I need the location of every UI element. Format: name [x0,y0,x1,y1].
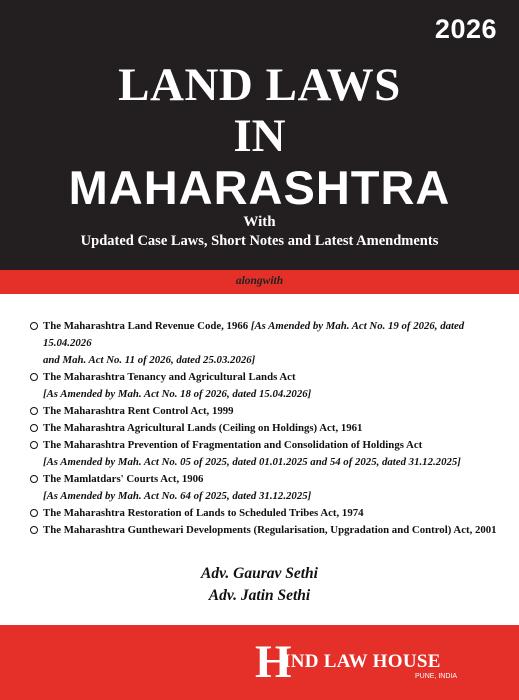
act-amendment-note: [As Amended by Mah. Act No. 18 of 2026, dated 15.04.2026] [43,388,312,400]
act-item [30,369,500,403]
authors [0,563,519,607]
act-item [30,522,500,539]
act-title: The Maharashtra Prevention of Fragmentation and Consolidation of Holdings Act [43,439,423,451]
title-line-2: IN [233,110,286,162]
act-item [30,437,500,471]
publisher-logo [255,636,505,688]
title-line-3: MAHARASHTRA [68,161,451,214]
circle-bullet-icon [30,424,38,432]
act-title: The Maharashtra Tenancy and Agricultural Lands Act [43,371,296,383]
act-title: The Maharashtra Restoration of Lands to Scheduled Tribes Act, 1974 [43,507,364,519]
publisher-name: IND LAW HOUSE [283,651,441,672]
act-amendment-note: [As Amended by Mah. Act No. 19 of 2026, dated 15.04.2026 [43,320,465,349]
edition-year: 2026 [434,14,497,44]
circle-bullet-icon [30,441,38,449]
act-title: The Maharashtra Agricultural Lands (Ceiling on Holdings) Act, 1961 [43,422,363,434]
circle-bullet-icon [30,509,38,517]
title-line-1: LAND LAWS [118,59,401,111]
circle-bullet-icon [30,407,38,415]
act-item [30,471,500,505]
top-black-band [0,0,519,270]
author-name: Adv. Jatin Sethi [208,587,311,604]
alongwith-label: alongwith [235,275,284,287]
acts-list [30,318,500,539]
act-amendment-note: and Mah. Act No. 11 of 2026, dated 25.03.2026] [43,354,256,366]
publisher-place: PUNE, INDIA [415,673,458,680]
act-item [30,420,500,437]
circle-bullet-icon [30,526,38,534]
act-item [30,505,500,522]
circle-bullet-icon [30,475,38,483]
act-title: The Maharashtra Gunthewari Developments (Regularisation, Upgradation and Control) Act, 2001 [43,524,497,536]
act-item [30,318,500,369]
subtitle: Updated Case Laws, Short Notes and Latest Amendments [80,233,439,249]
author-name: Adv. Gaurav Sethi [201,565,318,582]
circle-bullet-icon [30,322,38,330]
circle-bullet-icon [30,373,38,381]
act-title: The Maharashtra Rent Control Act, 1999 [43,405,234,417]
act-title: The Mamlatdars' Courts Act, 1906 [43,473,204,485]
publisher-initial: H [255,636,292,688]
act-amendment-note: [As Amended by Mah. Act No. 64 of 2025, dated 31.12.2025] [43,490,312,502]
act-title: The Maharashtra Land Revenue Code, 1966 [43,320,249,332]
act-item [30,403,500,420]
act-amendment-note: [As Amended by Mah. Act No. 05 of 2025, dated 01.01.2025 and 54 of 2025, dated 31.12.2025] [43,456,461,468]
with-label: With [243,214,276,230]
